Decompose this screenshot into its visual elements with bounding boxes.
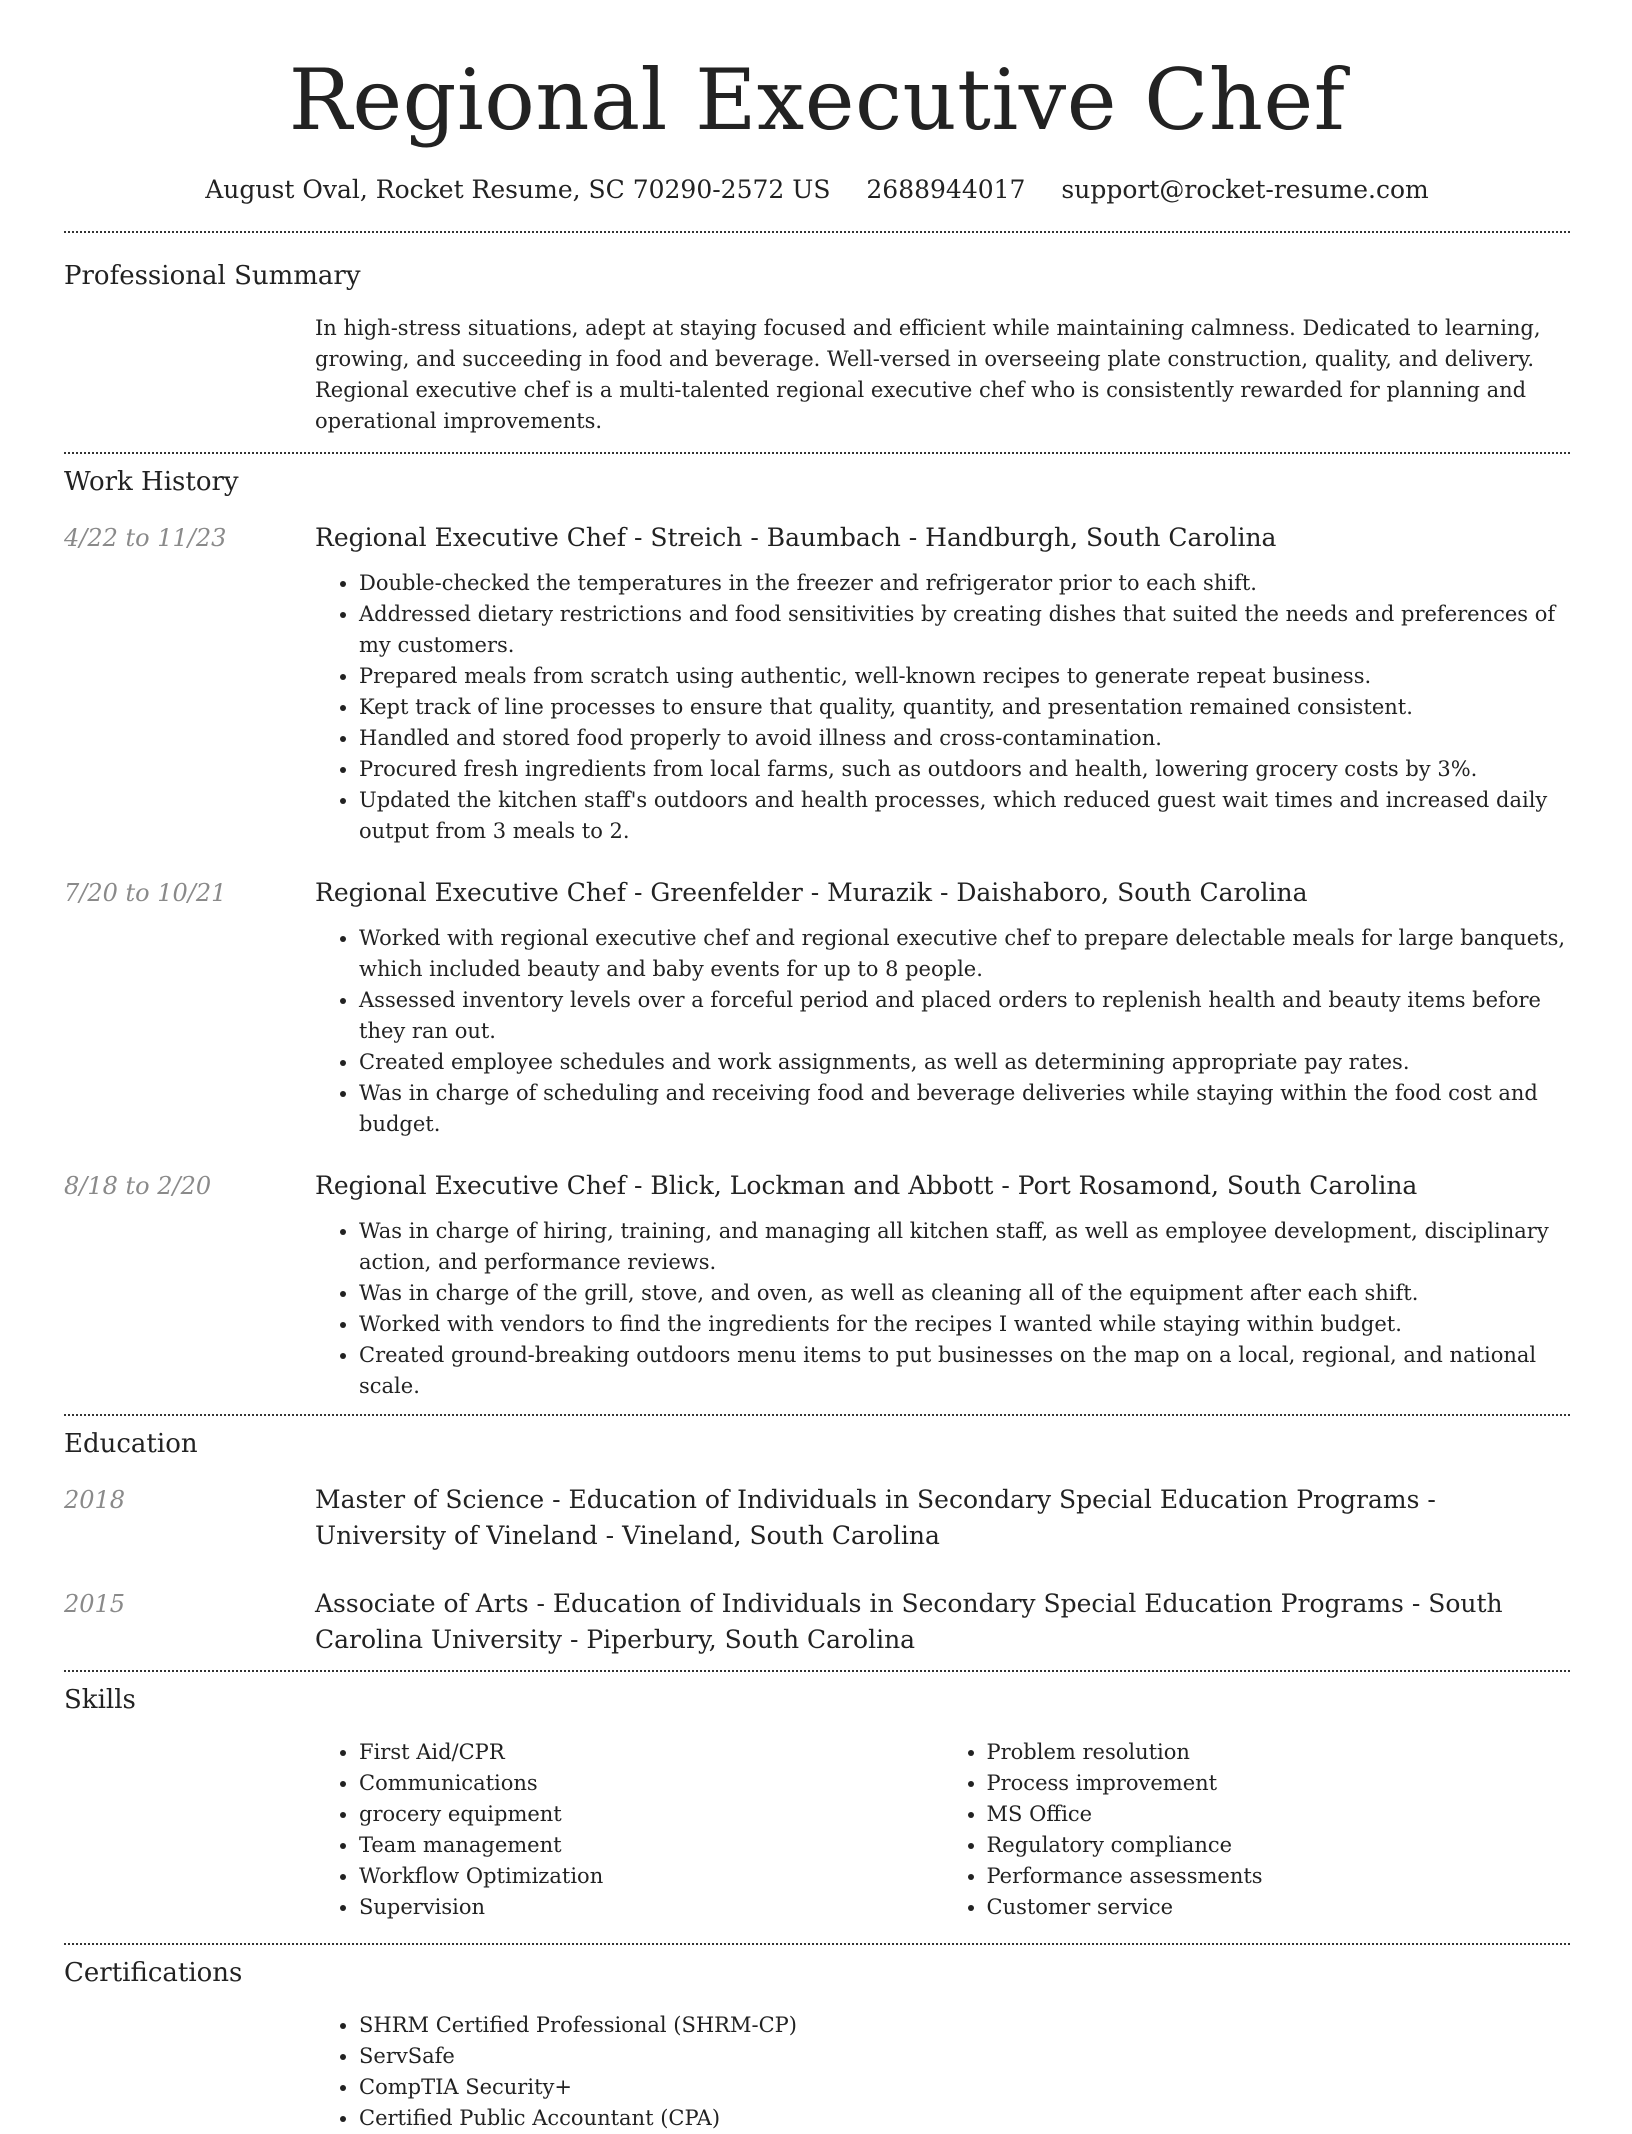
job-entry: [64, 875, 1570, 1140]
skill-item: • Workflow Optimization: [359, 1861, 943, 1892]
certifications-list: [315, 2010, 1570, 2134]
summary-heading: Professional Summary: [64, 261, 361, 291]
work-history-heading: Work History: [64, 467, 239, 497]
job-bullet: • Assessed inventory levels over a forceful period and placed orders to replenish health and beauty items before they ran out.: [359, 985, 1570, 1047]
job-bullet: • Created employee schedules and work assignments, as well as determining appropriate pay rates.: [359, 1047, 1570, 1078]
skills-heading: Skills: [64, 1685, 136, 1715]
summary-section: [64, 259, 1570, 437]
skill-item: • Supervision: [359, 1892, 943, 1923]
job-title: Regional Executive Chef - Blick, Lockman and Abbott - Port Rosamond, South Carolina: [315, 1171, 1418, 1200]
skill-item: • Team management: [359, 1830, 943, 1861]
divider: [64, 1414, 1570, 1416]
resume-page: [64, 0, 1570, 2134]
skill-item: • Customer service: [987, 1892, 1571, 1923]
skills-list-left: [315, 1737, 943, 1923]
job-bullet: • Was in charge of the grill, stove, and oven, as well as cleaning all of the equipment after each shift.: [359, 1278, 1570, 1309]
job-bullet: • Kept track of line processes to ensure that quality, quantity, and presentation remained consistent.: [359, 692, 1570, 723]
job-bullet: • Updated the kitchen staff's outdoors and health processes, which reduced guest wait times and increased daily output from 3 meals to 2.: [359, 785, 1570, 847]
contact-address: August Oval, Rocket Resume, SC 70290-2572 US: [205, 175, 831, 204]
contact-phone: 2688944017: [866, 175, 1026, 204]
job-bullet: • Addressed dietary restrictions and food sensitivities by creating dishes that suited the needs and preferences of my customers.: [359, 599, 1570, 661]
certifications-heading: Certifications: [64, 1958, 243, 1988]
job-bullet: • Was in charge of scheduling and receiving food and beverage deliveries while staying within the food cost and budget.: [359, 1078, 1570, 1140]
job-title: Regional Executive Chef - Greenfelder - Murazik - Daishaboro, South Carolina: [315, 878, 1308, 907]
skills-columns: [315, 1737, 1570, 1923]
summary-text: In high-stress situations, adept at staying focused and efficient while maintaining calmness. Dedicated to learning, growing, and succeeding in food and beverage. Well-versed in overseeing plate construction, quality, and delivery. Regional executive chef is a multi-talented regional executive chef who is consistently rewarded for planning and operational improvements.: [315, 316, 1541, 433]
certification-item: • ServSafe: [359, 2041, 1570, 2072]
skills-list-right: [943, 1737, 1571, 1923]
education-year: 2015: [64, 1590, 126, 1618]
certification-item: • CompTIA Security+: [359, 2072, 1570, 2103]
job-bullet: • Prepared meals from scratch using authentic, well-known recipes to generate repeat business.: [359, 661, 1570, 692]
job-entry: [64, 1168, 1570, 1402]
skill-item: • First Aid/CPR: [359, 1737, 943, 1768]
job-bullet: • Double-checked the temperatures in the freezer and refrigerator prior to each shift.: [359, 568, 1570, 599]
contact-email: support@rocket-resume.com: [1061, 175, 1429, 204]
divider: [64, 1943, 1570, 1945]
resume-name: Regional Executive Chef: [288, 51, 1346, 149]
job-title: Regional Executive Chef - Streich - Baumbach - Handburgh, South Carolina: [315, 523, 1277, 552]
job-dates: 7/20 to 10/21: [64, 879, 227, 907]
divider: [64, 231, 1570, 233]
education-heading: Education: [64, 1429, 198, 1459]
skills-section: [64, 1683, 1570, 1923]
job-dates: 8/18 to 2/20: [64, 1172, 212, 1200]
skill-item: • Performance assessments: [987, 1861, 1571, 1892]
skill-item: • MS Office: [987, 1799, 1571, 1830]
divider: [64, 1670, 1570, 1672]
job-bullet: • Procured fresh ingredients from local farms, such as outdoors and health, lowering grocery costs by 3%.: [359, 754, 1570, 785]
education-year: 2018: [64, 1486, 126, 1514]
skill-item: • grocery equipment: [359, 1799, 943, 1830]
certifications-section: [64, 1956, 1570, 2134]
skill-item: • Problem resolution: [987, 1737, 1571, 1768]
job-bullets: [315, 568, 1570, 847]
skill-item: • Regulatory compliance: [987, 1830, 1571, 1861]
education-section: [64, 1427, 1570, 1658]
skill-item: • Process improvement: [987, 1768, 1571, 1799]
certification-item: • SHRM Certified Professional (SHRM-CP): [359, 2010, 1570, 2041]
skill-item: • Communications: [359, 1768, 943, 1799]
work-history-section: [64, 465, 1570, 1402]
job-bullet: • Worked with vendors to find the ingredients for the recipes I wanted while staying within budget.: [359, 1309, 1570, 1340]
education-entry: [64, 1586, 1570, 1658]
education-title: Master of Science - Education of Individuals in Secondary Special Education Programs - University of Vineland - Vineland, South Carolina: [315, 1485, 1436, 1550]
certification-item: • Certified Public Accountant (CPA): [359, 2103, 1570, 2134]
job-bullet: • Created ground-breaking outdoors menu items to put businesses on the map on a local, regional, and national scale.: [359, 1340, 1570, 1402]
job-bullet: • Was in charge of hiring, training, and managing all kitchen staff, as well as employee development, disciplinary action, and performance reviews.: [359, 1216, 1570, 1278]
job-bullets: [315, 1216, 1570, 1402]
education-entry: [64, 1482, 1570, 1554]
contact-line: [64, 174, 1570, 206]
education-title: Associate of Arts - Education of Individuals in Secondary Special Education Programs - South Carolina University - Piperbury, South Carolina: [315, 1589, 1503, 1654]
divider: [64, 452, 1570, 454]
job-bullets: [315, 923, 1570, 1140]
job-entry: [64, 520, 1570, 847]
job-bullet: • Worked with regional executive chef and regional executive chef to prepare delectable meals for large banquets, which included beauty and baby events for up to 8 people.: [359, 923, 1570, 985]
job-dates: 4/22 to 11/23: [64, 524, 227, 552]
job-bullet: • Handled and stored food properly to avoid illness and cross-contamination.: [359, 723, 1570, 754]
